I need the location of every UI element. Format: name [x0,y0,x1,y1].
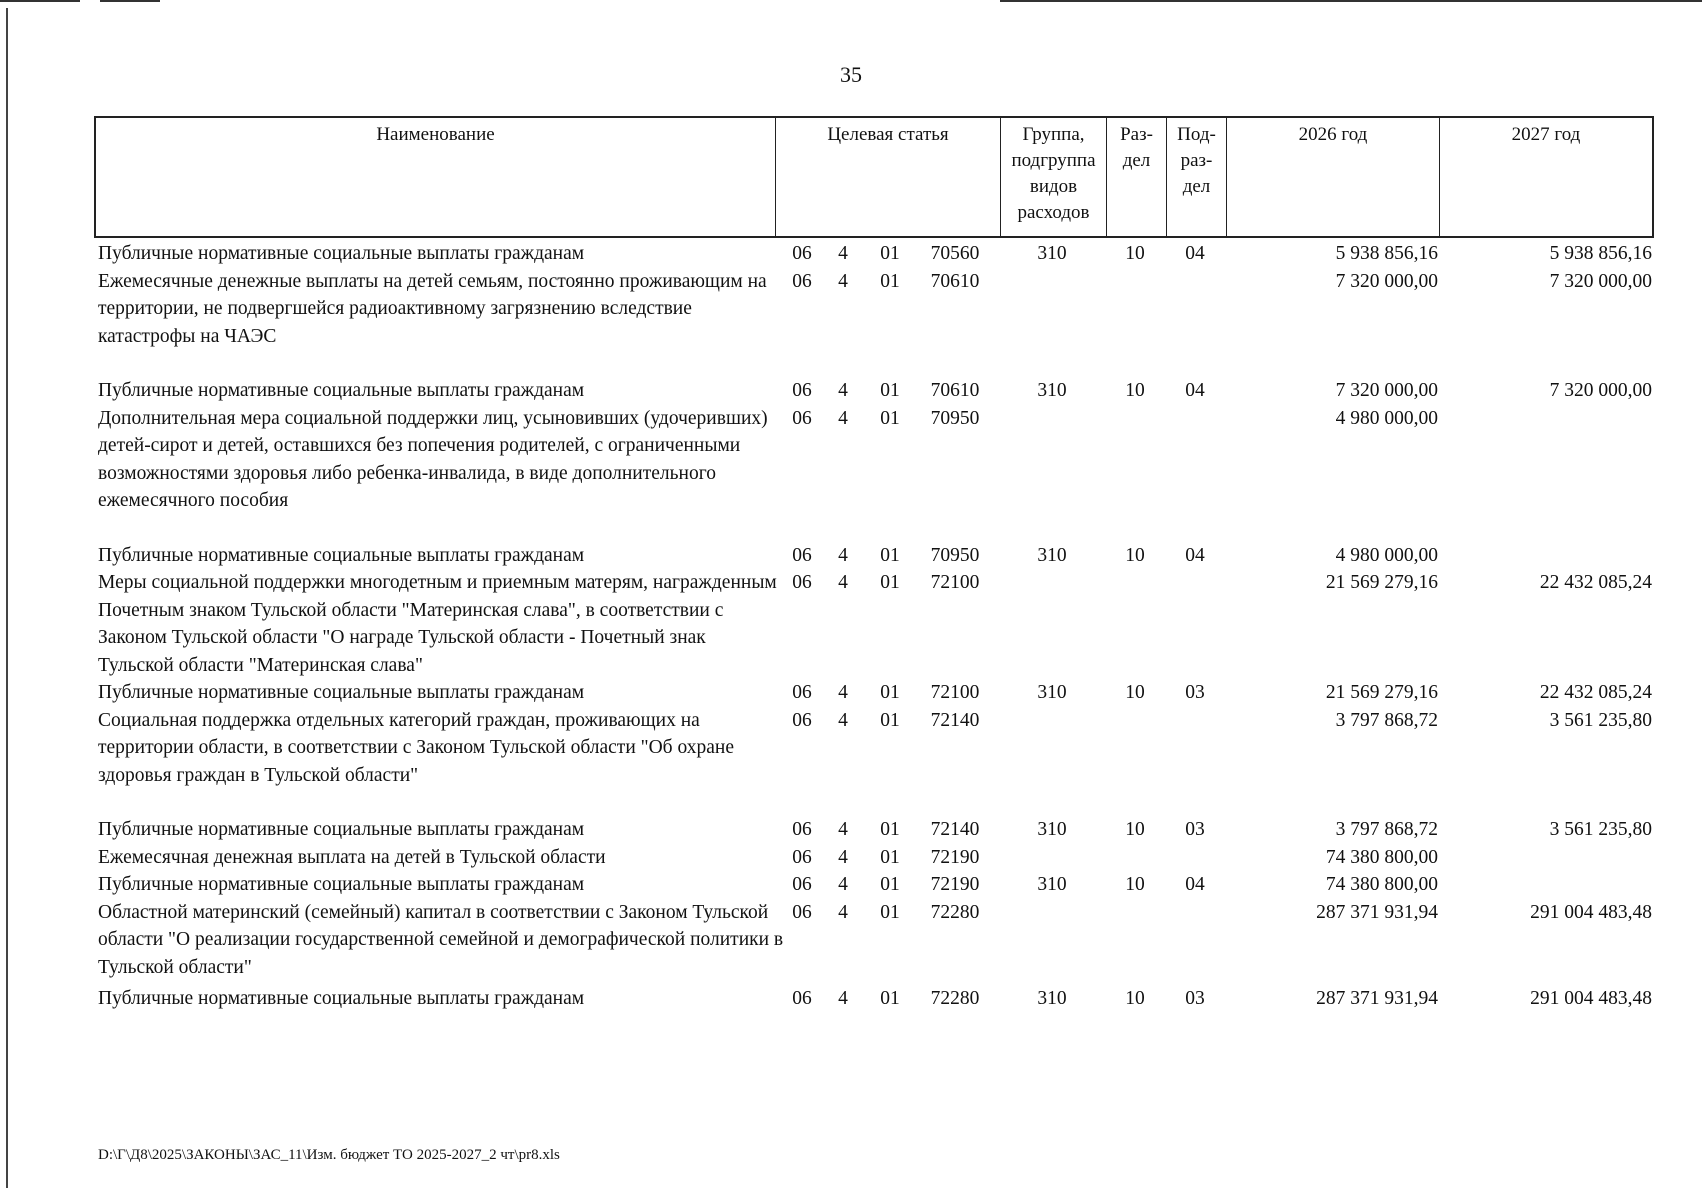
header-2026: 2026 год [1227,118,1440,236]
code-2: 4 [838,846,848,868]
header-subsection: Под- раз- дел [1167,118,1227,236]
code-2: 4 [838,709,848,731]
code-4: 70950 [930,407,980,429]
amount-2027: 3 561 235,80 [1549,709,1652,731]
code-4: 72100 [930,682,980,703]
section-code: 10 [1125,682,1145,703]
code-3: 01 [880,682,900,703]
row-name: Областной материнский (семейный) капитал в соответствии с Законом Тульской области "О реализации государственной семейной и демографической политики в Тульской области" [98,901,784,978]
code-1: 06 [792,901,812,923]
code-4: 70560 [930,243,980,264]
amount-2026: 74 380 800,00 [1325,874,1438,895]
section-code: 10 [1125,380,1145,401]
amount-2026: 74 380 800,00 [1325,846,1438,868]
table-row [94,871,1654,899]
subsection-code: 03 [1185,682,1205,703]
header-group: Группа, подгруппа видов расходов [1001,118,1107,236]
code-1: 06 [792,988,812,1009]
table-row [94,679,1654,707]
table-row [94,377,1654,405]
code-2: 4 [838,407,848,429]
amount-2027: 22 432 085,24 [1539,682,1652,703]
section-code: 10 [1125,988,1145,1009]
code-1: 06 [792,709,812,731]
amount-2026: 5 938 856,16 [1335,243,1438,264]
amount-2026: 7 320 000,00 [1335,270,1438,292]
code-3: 01 [880,270,900,292]
code-4: 70950 [930,544,980,566]
code-1: 06 [792,544,812,566]
section-code: 10 [1125,243,1145,264]
code-1: 06 [792,243,812,264]
code-1: 06 [792,380,812,401]
code-3: 01 [880,846,900,868]
amount-2027: 3 561 235,80 [1549,819,1652,840]
code-4: 72140 [930,819,980,840]
budget-table [94,116,1654,1013]
amount-2026: 287 371 931,94 [1316,988,1438,1009]
row-name: Публичные нормативные социальные выплаты гражданам [98,243,585,264]
table-row [94,844,1654,872]
code-4: 72100 [930,572,980,593]
table-row [94,542,1654,570]
row-name: Ежемесячная денежная выплата на детей в Тульской области [98,846,606,868]
group-code: 310 [1037,682,1067,703]
amount-2026: 287 371 931,94 [1316,901,1438,923]
row-name: Публичные нормативные социальные выплаты гражданам [98,544,585,566]
code-3: 01 [880,988,900,1009]
subsection-code: 03 [1185,988,1205,1009]
code-3: 01 [880,407,900,429]
code-4: 72190 [930,874,980,895]
code-1: 06 [792,846,812,868]
code-1: 06 [792,819,812,840]
amount-2027: 7 320 000,00 [1549,270,1652,292]
code-2: 4 [838,874,848,895]
code-1: 06 [792,270,812,292]
amount-2027: 22 432 085,24 [1539,572,1652,593]
code-4: 72140 [930,709,980,731]
header-target: Целевая статья [776,118,1001,236]
subsection-code: 04 [1185,243,1205,264]
header-section: Раз- дел [1107,118,1167,236]
code-1: 06 [792,407,812,429]
scan-left-border [6,8,8,1188]
table-row [94,569,1654,679]
amount-2027: 5 938 856,16 [1549,243,1652,264]
code-4: 70610 [930,270,980,292]
table-row [94,240,1654,268]
code-3: 01 [880,544,900,566]
amount-2026: 21 569 279,16 [1325,682,1438,703]
amount-2026: 7 320 000,00 [1335,380,1438,401]
amount-2026: 4 980 000,00 [1335,544,1438,566]
amount-2027: 7 320 000,00 [1549,380,1652,401]
amount-2026: 3 797 868,72 [1335,709,1438,731]
code-4: 72280 [930,988,980,1009]
subsection-code: 03 [1185,819,1205,840]
table-row [94,816,1654,844]
subsection-code: 04 [1185,544,1205,566]
row-name: Публичные нормативные социальные выплаты гражданам [98,874,585,895]
group-code: 310 [1037,988,1067,1009]
section-code: 10 [1125,544,1145,566]
table-row [94,268,1654,351]
page-number: 35 [840,62,862,87]
file-path-footer: D:\Г\Д8\2025\ЗАКОНЫ\ЗАС_11\Изм. бюджет ТО 2025-2027_2 чт\pr8.xls [98,1147,560,1163]
scan-top-border [0,0,1702,3]
row-name: Публичные нормативные социальные выплаты гражданам [98,819,585,840]
group-code: 310 [1037,874,1067,895]
amount-2026: 21 569 279,16 [1325,572,1438,593]
code-2: 4 [838,988,848,1009]
amount-2027: 291 004 483,48 [1530,901,1652,923]
code-4: 70610 [930,380,980,401]
group-code: 310 [1037,243,1067,264]
amount-2026: 3 797 868,72 [1335,819,1438,840]
amount-2026: 4 980 000,00 [1335,407,1438,429]
table-header [94,116,1654,238]
row-name: Дополнительная мера социальной поддержки лиц, усыновивших (удочеривших) детей-сирот и детей, оставшихся без попечения родителей, с ограниченными возможностями здоровья либо ребенка-инвалида, в виде дополнительного ежемесячного пособия [98,407,768,511]
code-2: 4 [838,682,848,703]
section-code: 10 [1125,874,1145,895]
row-name: Меры социальной поддержки многодетным и приемным матерям, награжденным Почетным знаком Тульской области "Материнская слава", в соответствии с Законом Тульской области "О награде Тульской области - Почетный знак Тульской области "Материнская слава" [98,572,777,676]
table-row [94,899,1654,982]
code-3: 01 [880,819,900,840]
code-1: 06 [792,682,812,703]
table-body [94,240,1654,1013]
code-2: 4 [838,819,848,840]
code-3: 01 [880,874,900,895]
row-name: Ежемесячные денежные выплаты на детей семьям, постоянно проживающим на территории, не подвергшейся радиоактивному загрязнению вследствие катастрофы на ЧАЭС [98,270,767,347]
code-4: 72280 [930,901,980,923]
row-name: Публичные нормативные социальные выплаты гражданам [98,380,585,401]
code-3: 01 [880,380,900,401]
table-row [94,405,1654,515]
table-row [94,707,1654,790]
table-row [94,985,1654,1013]
row-name: Публичные нормативные социальные выплаты гражданам [98,988,585,1009]
code-2: 4 [838,572,848,593]
code-3: 01 [880,709,900,731]
subsection-code: 04 [1185,874,1205,895]
code-4: 72190 [930,846,980,868]
code-3: 01 [880,572,900,593]
code-2: 4 [838,901,848,923]
section-code: 10 [1125,819,1145,840]
header-name: Наименование [96,118,776,236]
header-2027: 2027 год [1511,124,1581,145]
code-2: 4 [838,544,848,566]
row-name: Социальная поддержка отдельных категорий граждан, проживающих на территории области, в соответствии с Законом Тульской области "Об охране здоровья граждан в Тульской области" [98,709,734,786]
code-2: 4 [838,243,848,264]
group-code: 310 [1037,544,1067,566]
code-3: 01 [880,901,900,923]
group-code: 310 [1037,380,1067,401]
group-code: 310 [1037,819,1067,840]
subsection-code: 04 [1185,380,1205,401]
amount-2027: 291 004 483,48 [1530,988,1652,1009]
code-3: 01 [880,243,900,264]
code-2: 4 [838,270,848,292]
code-1: 06 [792,874,812,895]
row-name: Публичные нормативные социальные выплаты гражданам [98,682,585,703]
code-1: 06 [792,572,812,593]
code-2: 4 [838,380,848,401]
